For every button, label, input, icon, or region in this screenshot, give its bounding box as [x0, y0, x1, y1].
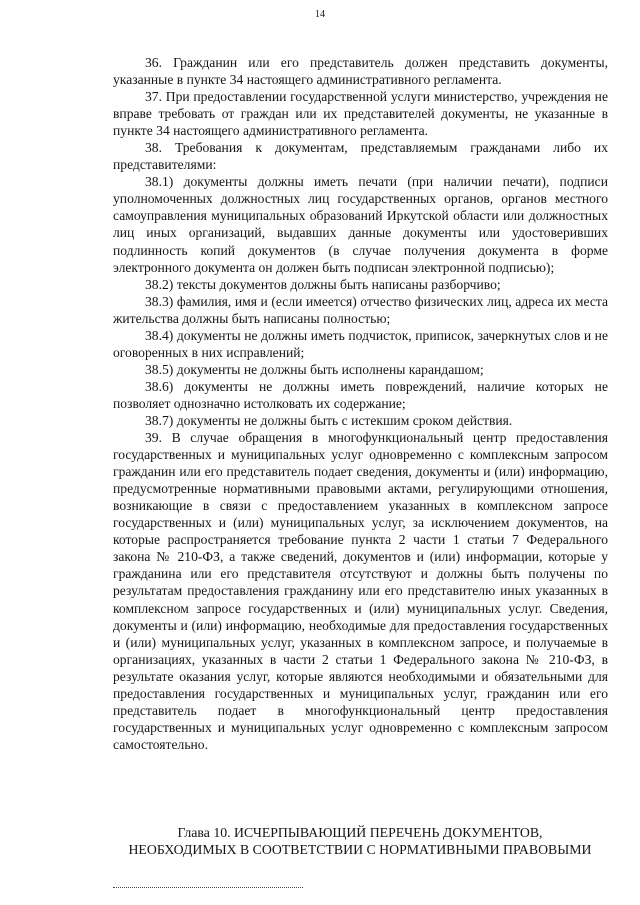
paragraph-38-1: 38.1) документы должны иметь печати (при наличии печати), подписи уполномоченных должностных лиц государственных органов, органов местного самоуправления муниципальных образований Иркутской области или должностных лиц иных организаций, выдавших данные документы или удостоверивших подлинность копий документов (в случае получения документа в форме электронного документа он должен быть подписан электронной подписью); — [113, 174, 608, 275]
paragraph-38-5: 38.5) документы не должны быть исполнены карандашом; — [145, 361, 484, 377]
paragraph-38-7: 38.7) документы не должны быть с истекшим сроком действия. — [145, 412, 513, 428]
paragraph-38-4: 38.4) документы не должны иметь подчисток, приписок, зачеркнутых слов и не оговоренных в них исправлений; — [113, 327, 608, 360]
page-number: 14 — [315, 9, 325, 20]
chapter-heading — [100, 824, 620, 858]
paragraph-38-3: 38.3) фамилия, имя и (если имеется) отчество физических лиц, адреса их места жительства должны быть написаны полностью; — [113, 293, 608, 326]
paragraph-39: 39. В случае обращения в многофункциональный центр предоставления государственных и муниципальных услуг одновременно с комплексным запросом гражданин или его представитель подает сведения, документы и (или) информацию, предусмотренные нормативными правовыми актами, регулирующими отношения, возникающие в связи с предоставлением указанных в комплексном запросе государственных и (или) муниципальных услуг, за исключением документов, на которые распространяется требование пункта 2 части 1 статьи 7 Федерального закона № 210-ФЗ, а также сведений, документов и (или) информации, которые у гражданина или его представителя отсутствуют и должны быть получены по результатам предоставления гражданину или его представителю иных указанных в комплексном запросе государственных и (или) муниципальных услуг. Сведения, документы и (или) информацию, необходимые для предоставления государственных и (или) муниципальных услуг, указанных в комплексном запросе, и получаемые в организациях, указанных в части 2 статьи 1 Федерального закона № 210-ФЗ, в результате оказания услуг, которые являются необходимыми и обязательными для предоставления государственных и муниципальных услуг, гражданин или его представитель подает в многофункциональный центр предоставления государственных и муниципальных услуг одновременно с комплексным запросом самостоятельно. — [113, 430, 608, 752]
paragraph-38: 38. Требования к документам, представляемым гражданами либо их представителями: — [113, 140, 608, 173]
paragraph-36: 36. Гражданин или его представитель должен представить документы, указанные в пункте 34 настоящего административного регламента. — [113, 55, 608, 88]
chapter-heading-line-1: Глава 10. ИСЧЕРПЫВАЮЩИЙ ПЕРЕЧЕНЬ ДОКУМЕНТОВ, — [177, 825, 543, 840]
chapter-heading-line-2: НЕОБХОДИМЫХ В СООТВЕТСТВИИ С НОРМАТИВНЫМИ ПРАВОВЫМИ — [128, 842, 592, 857]
paragraph-37: 37. При предоставлении государственной услуги министерство, учреждения не вправе требовать от граждан или их представителей документы, не указанные в пункте 34 настоящего административного регламента. — [113, 89, 608, 139]
paragraph-38-6: 38.6) документы не должны иметь повреждений, наличие которых не позволяет однозначно истолковать их содержание; — [113, 378, 608, 411]
footnote-divider — [113, 887, 303, 888]
document-body — [113, 54, 608, 753]
paragraph-38-2: 38.2) тексты документов должны быть написаны разборчиво; — [145, 276, 501, 292]
